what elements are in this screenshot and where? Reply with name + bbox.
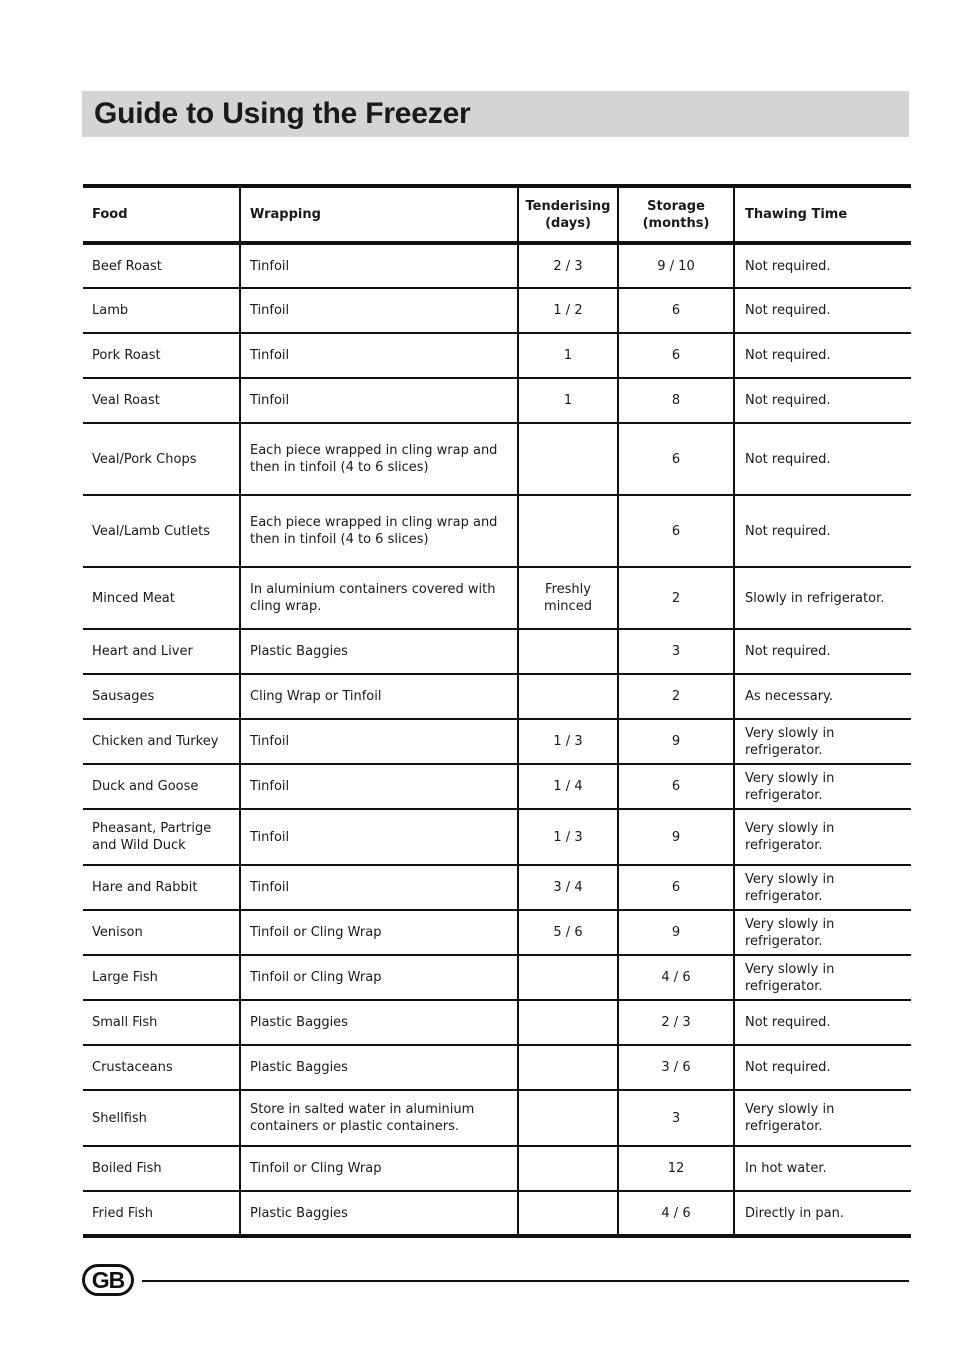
cell-thawing: Very slowly in refrigerator.	[734, 910, 911, 955]
cell-wrapping: Tinfoil	[240, 288, 518, 333]
table-row	[83, 423, 911, 495]
table-row	[83, 333, 911, 378]
cell-food: Boiled Fish	[83, 1146, 240, 1191]
cell-thawing: Not required.	[734, 1045, 911, 1090]
cell-food: Sausages	[83, 674, 240, 719]
cell-thawing: Not required.	[734, 333, 911, 378]
table-row	[83, 1045, 911, 1090]
cell-thawing: Not required.	[734, 288, 911, 333]
cell-thawing: Very slowly in refrigerator.	[734, 865, 911, 910]
cell-tenderising	[518, 955, 618, 1000]
cell-food: Shellfish	[83, 1090, 240, 1146]
table-row	[83, 764, 911, 809]
cell-wrapping: Plastic Baggies	[240, 629, 518, 674]
cell-wrapping: Cling Wrap or Tinfoil	[240, 674, 518, 719]
cell-tenderising	[518, 495, 618, 567]
cell-wrapping: Each piece wrapped in cling wrap and then in tinfoil (4 to 6 slices)	[240, 495, 518, 567]
cell-tenderising	[518, 629, 618, 674]
cell-storage: 3	[618, 1090, 734, 1146]
cell-storage: 3	[618, 629, 734, 674]
cell-tenderising: 2 / 3	[518, 243, 618, 288]
cell-thawing: Slowly in refrigerator.	[734, 567, 911, 629]
table-row	[83, 1191, 911, 1236]
cell-tenderising	[518, 423, 618, 495]
cell-wrapping: In aluminium containers covered with cling wrap.	[240, 567, 518, 629]
cell-wrapping: Tinfoil or Cling Wrap	[240, 1146, 518, 1191]
cell-food: Pheasant, Partrige and Wild Duck	[83, 809, 240, 865]
cell-tenderising: 1 / 3	[518, 809, 618, 865]
cell-tenderising	[518, 1090, 618, 1146]
cell-wrapping: Store in salted water in aluminium containers or plastic containers.	[240, 1090, 518, 1146]
cell-wrapping: Tinfoil	[240, 333, 518, 378]
cell-thawing: Not required.	[734, 629, 911, 674]
cell-food: Beef Roast	[83, 243, 240, 288]
cell-storage: 6	[618, 333, 734, 378]
title-bar	[82, 91, 909, 137]
cell-storage: 9	[618, 809, 734, 865]
cell-tenderising	[518, 1000, 618, 1045]
cell-tenderising	[518, 1045, 618, 1090]
cell-thawing: Very slowly in refrigerator.	[734, 719, 911, 764]
cell-storage: 6	[618, 288, 734, 333]
cell-thawing: Not required.	[734, 1000, 911, 1045]
cell-tenderising: 1	[518, 378, 618, 423]
header-tenderising-line2: (days)	[545, 215, 591, 231]
cell-storage: 9	[618, 910, 734, 955]
cell-tenderising: 1 / 4	[518, 764, 618, 809]
table-row	[83, 1146, 911, 1191]
table-header-row	[83, 186, 911, 243]
cell-thawing: Very slowly in refrigerator.	[734, 1090, 911, 1146]
table-row	[83, 1000, 911, 1045]
cell-storage: 8	[618, 378, 734, 423]
cell-thawing: Very slowly in refrigerator.	[734, 809, 911, 865]
cell-storage: 4 / 6	[618, 955, 734, 1000]
cell-storage: 9	[618, 719, 734, 764]
cell-tenderising: 3 / 4	[518, 865, 618, 910]
header-food: Food	[83, 186, 240, 243]
cell-food: Fried Fish	[83, 1191, 240, 1236]
header-tenderising-line1: Tenderising	[525, 198, 611, 214]
cell-wrapping: Tinfoil or Cling Wrap	[240, 955, 518, 1000]
cell-wrapping: Tinfoil or Cling Wrap	[240, 910, 518, 955]
cell-tenderising	[518, 1191, 618, 1236]
header-tenderising	[518, 186, 618, 243]
cell-thawing: In hot water.	[734, 1146, 911, 1191]
cell-storage: 2	[618, 674, 734, 719]
table-row	[83, 674, 911, 719]
cell-tenderising	[518, 674, 618, 719]
header-thawing-time: Thawing Time	[734, 186, 911, 243]
cell-storage: 6	[618, 865, 734, 910]
cell-food: Pork Roast	[83, 333, 240, 378]
table-row	[83, 719, 911, 764]
cell-tenderising	[518, 1146, 618, 1191]
cell-thawing: Not required.	[734, 423, 911, 495]
cell-food: Veal/Pork Chops	[83, 423, 240, 495]
cell-storage: 6	[618, 764, 734, 809]
cell-wrapping: Tinfoil	[240, 243, 518, 288]
table-row	[83, 495, 911, 567]
cell-food: Veal Roast	[83, 378, 240, 423]
cell-food: Chicken and Turkey	[83, 719, 240, 764]
cell-tenderising: Freshly minced	[518, 567, 618, 629]
header-storage	[618, 186, 734, 243]
cell-food: Minced Meat	[83, 567, 240, 629]
cell-food: Venison	[83, 910, 240, 955]
page-title: Guide to Using the Freezer	[94, 97, 471, 130]
cell-thawing: Directly in pan.	[745, 1205, 844, 1221]
cell-storage: 12	[618, 1146, 734, 1191]
header-wrapping: Wrapping	[240, 186, 518, 243]
cell-storage: 2 / 3	[618, 1000, 734, 1045]
cell-food: Duck and Goose	[83, 764, 240, 809]
table-row	[83, 288, 911, 333]
table-row	[83, 629, 911, 674]
cell-wrapping: Tinfoil	[240, 764, 518, 809]
cell-storage: 2	[618, 567, 734, 629]
freezer-guide-table	[83, 184, 911, 1238]
table-row	[83, 243, 911, 288]
cell-tenderising: 1 / 3	[518, 719, 618, 764]
cell-wrapping: Plastic Baggies	[240, 1045, 518, 1090]
cell-wrapping: Plastic Baggies	[240, 1191, 518, 1236]
cell-food: Lamb	[83, 288, 240, 333]
cell-food: Large Fish	[83, 955, 240, 1000]
cell-thawing: Very slowly in refrigerator.	[734, 764, 911, 809]
cell-tenderising: 1	[518, 333, 618, 378]
table-row	[83, 910, 911, 955]
footer-divider	[142, 1280, 909, 1282]
cell-wrapping: Tinfoil	[240, 865, 518, 910]
cell-wrapping: Tinfoil	[240, 378, 518, 423]
cell-food: Veal/Lamb Cutlets	[83, 495, 240, 567]
cell-storage: 9 / 10	[618, 243, 734, 288]
cell-thawing: Not required.	[734, 378, 911, 423]
table-row	[83, 1090, 911, 1146]
cell-thawing: As necessary.	[734, 674, 911, 719]
table-row	[83, 378, 911, 423]
cell-wrapping: Plastic Baggies	[240, 1000, 518, 1045]
page-footer	[82, 1264, 910, 1298]
table-row	[83, 955, 911, 1000]
cell-thawing: Very slowly in refrigerator.	[734, 955, 911, 1000]
cell-food: Hare and Rabbit	[83, 865, 240, 910]
cell-storage: 6	[618, 423, 734, 495]
cell-food: Small Fish	[83, 1000, 240, 1045]
language-badge: GB	[82, 1264, 134, 1296]
cell-storage: 6	[618, 495, 734, 567]
cell-thawing: Not required.	[734, 243, 911, 288]
cell-storage: 4 / 6	[618, 1191, 734, 1236]
header-storage-line1: Storage	[647, 198, 705, 214]
cell-storage: 3 / 6	[618, 1045, 734, 1090]
cell-thawing: Not required.	[734, 495, 911, 567]
header-storage-line2: (months)	[642, 215, 710, 231]
cell-tenderising: 1 / 2	[518, 288, 618, 333]
table-row	[83, 865, 911, 910]
cell-food: Crustaceans	[83, 1045, 240, 1090]
table-row	[83, 809, 911, 865]
cell-food: Heart and Liver	[83, 629, 240, 674]
cell-tenderising: 5 / 6	[518, 910, 618, 955]
cell-wrapping: Each piece wrapped in cling wrap and then in tinfoil (4 to 6 slices)	[240, 423, 518, 495]
cell-wrapping: Tinfoil	[240, 719, 518, 764]
cell-wrapping: Tinfoil	[240, 809, 518, 865]
table-row	[83, 567, 911, 629]
